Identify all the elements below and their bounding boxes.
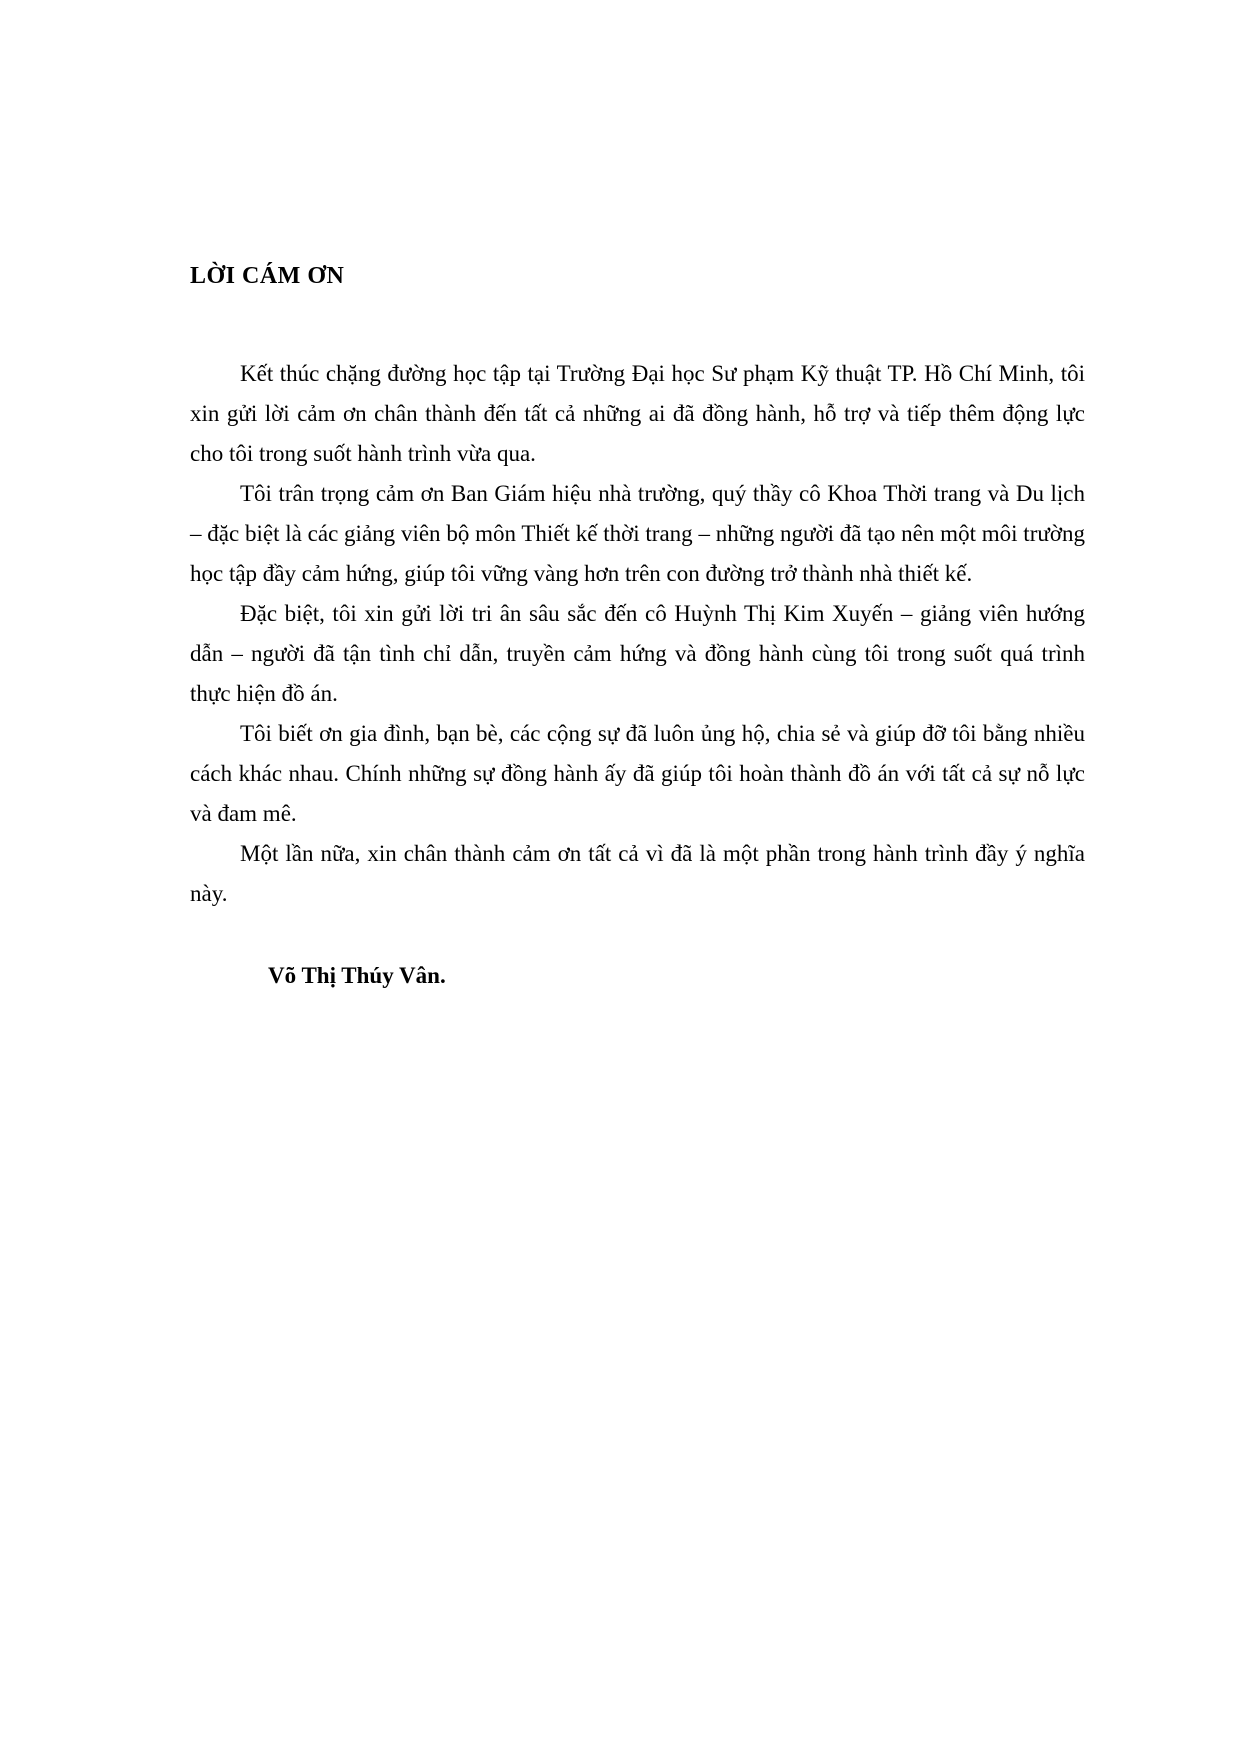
paragraph: Tôi biết ơn gia đình, bạn bè, các cộng sự đã luôn ủng hộ, chia sẻ và giúp đỡ tôi bằng nhiều cách khác nhau. Chính những sự đồng hành ấy đã giúp tôi hoàn thành đồ án với tất cả sự nỗ lực và đam mê.: [190, 721, 1085, 826]
paragraph: Kết thúc chặng đường học tập tại Trường Đại học Sư phạm Kỹ thuật TP. Hồ Chí Minh, tôi xin gửi lời cảm ơn chân thành đến tất cả những ai đã đồng hành, hỗ trợ và tiếp thêm động lực cho tôi trong suốt hành trình vừa qua.: [190, 361, 1085, 466]
author-signature: Võ Thị Thúy Vân.: [268, 963, 446, 988]
paragraph: Tôi trân trọng cảm ơn Ban Giám hiệu nhà trường, quý thầy cô Khoa Thời trang và Du lịch – đặc biệt là các giảng viên bộ môn Thiết kế thời trang – những người đã tạo nên một môi trường học tập đầy cảm hứng, giúp tôi vững vàng hơn trên con đường trở thành nhà thiết kế.: [190, 481, 1085, 586]
page-content: [190, 260, 1085, 996]
page-title: LỜI CÁM ƠN: [190, 263, 345, 289]
acknowledgment-body: [190, 354, 1085, 914]
paragraph: Một lần nữa, xin chân thành cảm ơn tất cả vì đã là một phần trong hành trình đầy ý nghĩa này.: [190, 841, 1085, 906]
paragraph: Đặc biệt, tôi xin gửi lời tri ân sâu sắc đến cô Huỳnh Thị Kim Xuyến – giảng viên hướng dẫn – người đã tận tình chỉ dẫn, truyền cảm hứng và đồng hành cùng tôi trong suốt quá trình thực hiện đồ án.: [190, 601, 1085, 706]
